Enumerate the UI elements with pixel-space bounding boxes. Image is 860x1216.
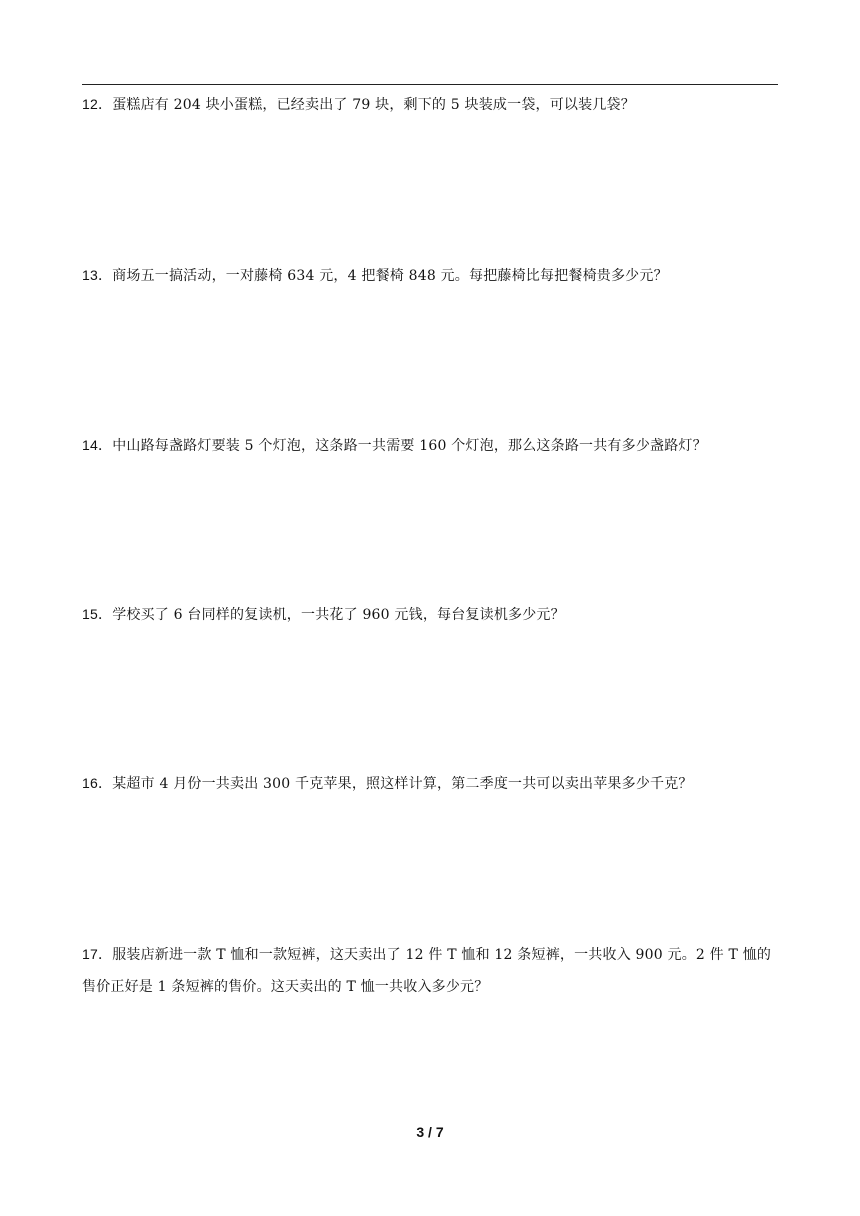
question-13 <box>82 262 782 289</box>
question-text: 蛋糕店有 204 块小蛋糕，已经卖出了 79 块，剩下的 5 块装成一袋，可以装几袋？ <box>112 97 635 113</box>
question-14 <box>82 432 782 459</box>
question-16 <box>82 770 782 797</box>
question-12 <box>82 91 782 118</box>
question-number: 13． <box>82 267 113 283</box>
page-number: 3 / 7 <box>416 1124 444 1140</box>
question-text: 商场五一搞活动，一对藤椅 634 元，4 把餐椅 848 元。每把藤椅比每把餐椅贵多少元？ <box>112 268 668 284</box>
question-text: 服装店新进一款 T 恤和一款短裤，这天卖出了 12 件 T 恤和 12 条短裤，一共收入 900 元。2 件 T 恤的售价正好是 1 条短裤的售价。这天卖出的 T 恤一共收入多少元？ <box>82 947 772 995</box>
header-rule <box>82 84 778 85</box>
question-number: 15． <box>82 606 113 622</box>
question-text: 中山路每盏路灯要装 5 个灯泡，这条路一共需要 160 个灯泡，那么这条路一共有多少盏路灯？ <box>112 438 707 454</box>
question-number: 12． <box>82 96 113 112</box>
question-15 <box>82 601 782 628</box>
question-17 <box>82 938 782 1003</box>
question-number: 16． <box>82 775 113 791</box>
question-number: 14． <box>82 437 113 453</box>
question-text: 某超市 4 月份一共卖出 300 千克苹果，照这样计算，第二季度一共可以卖出苹果多少千克？ <box>112 776 693 792</box>
question-text: 学校买了 6 台同样的复读机，一共花了 960 元钱，每台复读机多少元？ <box>112 607 565 623</box>
question-number: 17． <box>82 946 113 962</box>
